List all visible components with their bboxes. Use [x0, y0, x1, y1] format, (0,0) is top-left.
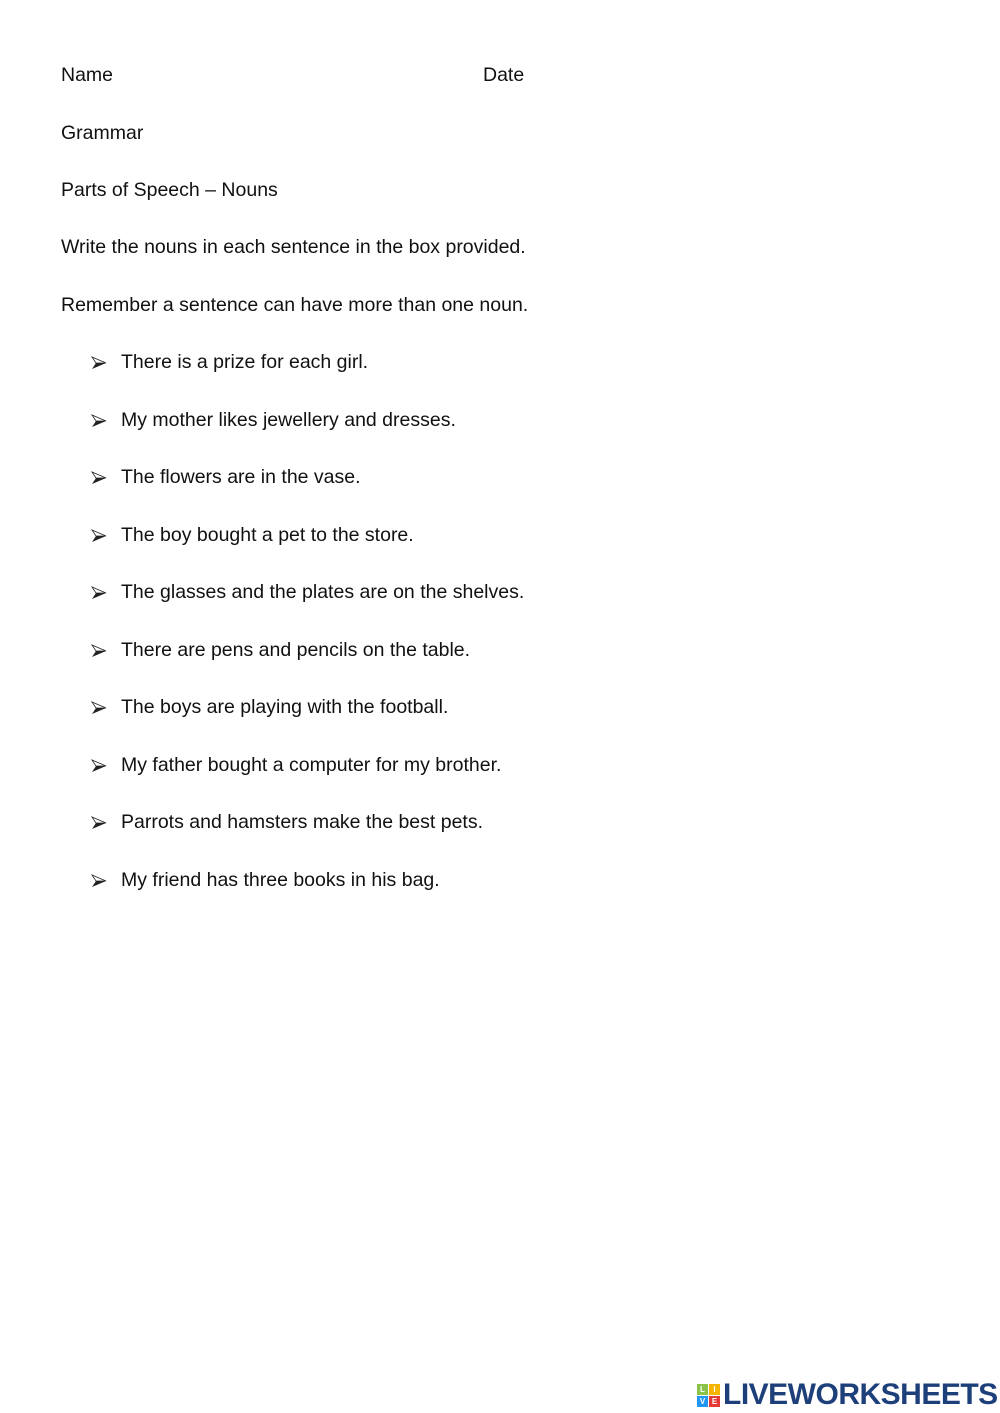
sentence-text: The flowers are in the vase.: [121, 466, 361, 488]
name-label: Name: [61, 64, 114, 86]
sentence-text: The boys are playing with the football.: [121, 696, 449, 718]
sentence-text: The boy bought a pet to the store.: [121, 523, 414, 546]
arrow-bullet-icon: [91, 408, 121, 432]
list-item: [91, 810, 483, 834]
arrow-bullet-icon: [91, 580, 121, 604]
liveworksheets-logo: [697, 1378, 998, 1412]
topic-heading: Parts of Speech – Nouns: [61, 179, 278, 201]
list-item: [91, 580, 524, 604]
list-item: [91, 868, 440, 892]
arrow-bullet-icon: [91, 810, 121, 834]
list-item: [91, 753, 501, 777]
sentence-text: My friend has three books in his bag.: [121, 868, 440, 891]
arrow-bullet-icon: [91, 753, 121, 777]
list-item: [91, 695, 448, 719]
date-label: Date: [483, 64, 525, 86]
sentence-text: The glasses and the plates are on the shelves.: [121, 581, 525, 603]
sentence-text: My mother likes jewellery and dresses.: [121, 408, 456, 431]
arrow-bullet-icon: [91, 695, 121, 719]
arrow-bullet-icon: [91, 523, 121, 547]
sentence-text: Parrots and hamsters make the best pets.: [121, 811, 484, 833]
list-item: [91, 465, 361, 489]
arrow-bullet-icon: [91, 350, 121, 374]
list-item: [91, 408, 456, 432]
instruction-2: Remember a sentence can have more than one noun.: [61, 294, 529, 316]
sentence-text: There is a prize for each girl.: [121, 351, 369, 373]
arrow-bullet-icon: [91, 465, 121, 489]
logo-badge-icon: L I V E: [697, 1384, 720, 1407]
list-item: [91, 350, 368, 374]
logo-text: LIVEWORKSHEETS: [723, 1378, 998, 1411]
sentence-text: There are pens and pencils on the table.: [121, 638, 471, 661]
subject-heading: Grammar: [61, 122, 144, 144]
sentence-text: My father bought a computer for my brother.: [121, 753, 502, 776]
instruction-1: Write the nouns in each sentence in the box provided.: [61, 236, 526, 258]
arrow-bullet-icon: [91, 638, 121, 662]
list-item: [91, 523, 414, 547]
arrow-bullet-icon: [91, 868, 121, 892]
list-item: [91, 638, 470, 662]
